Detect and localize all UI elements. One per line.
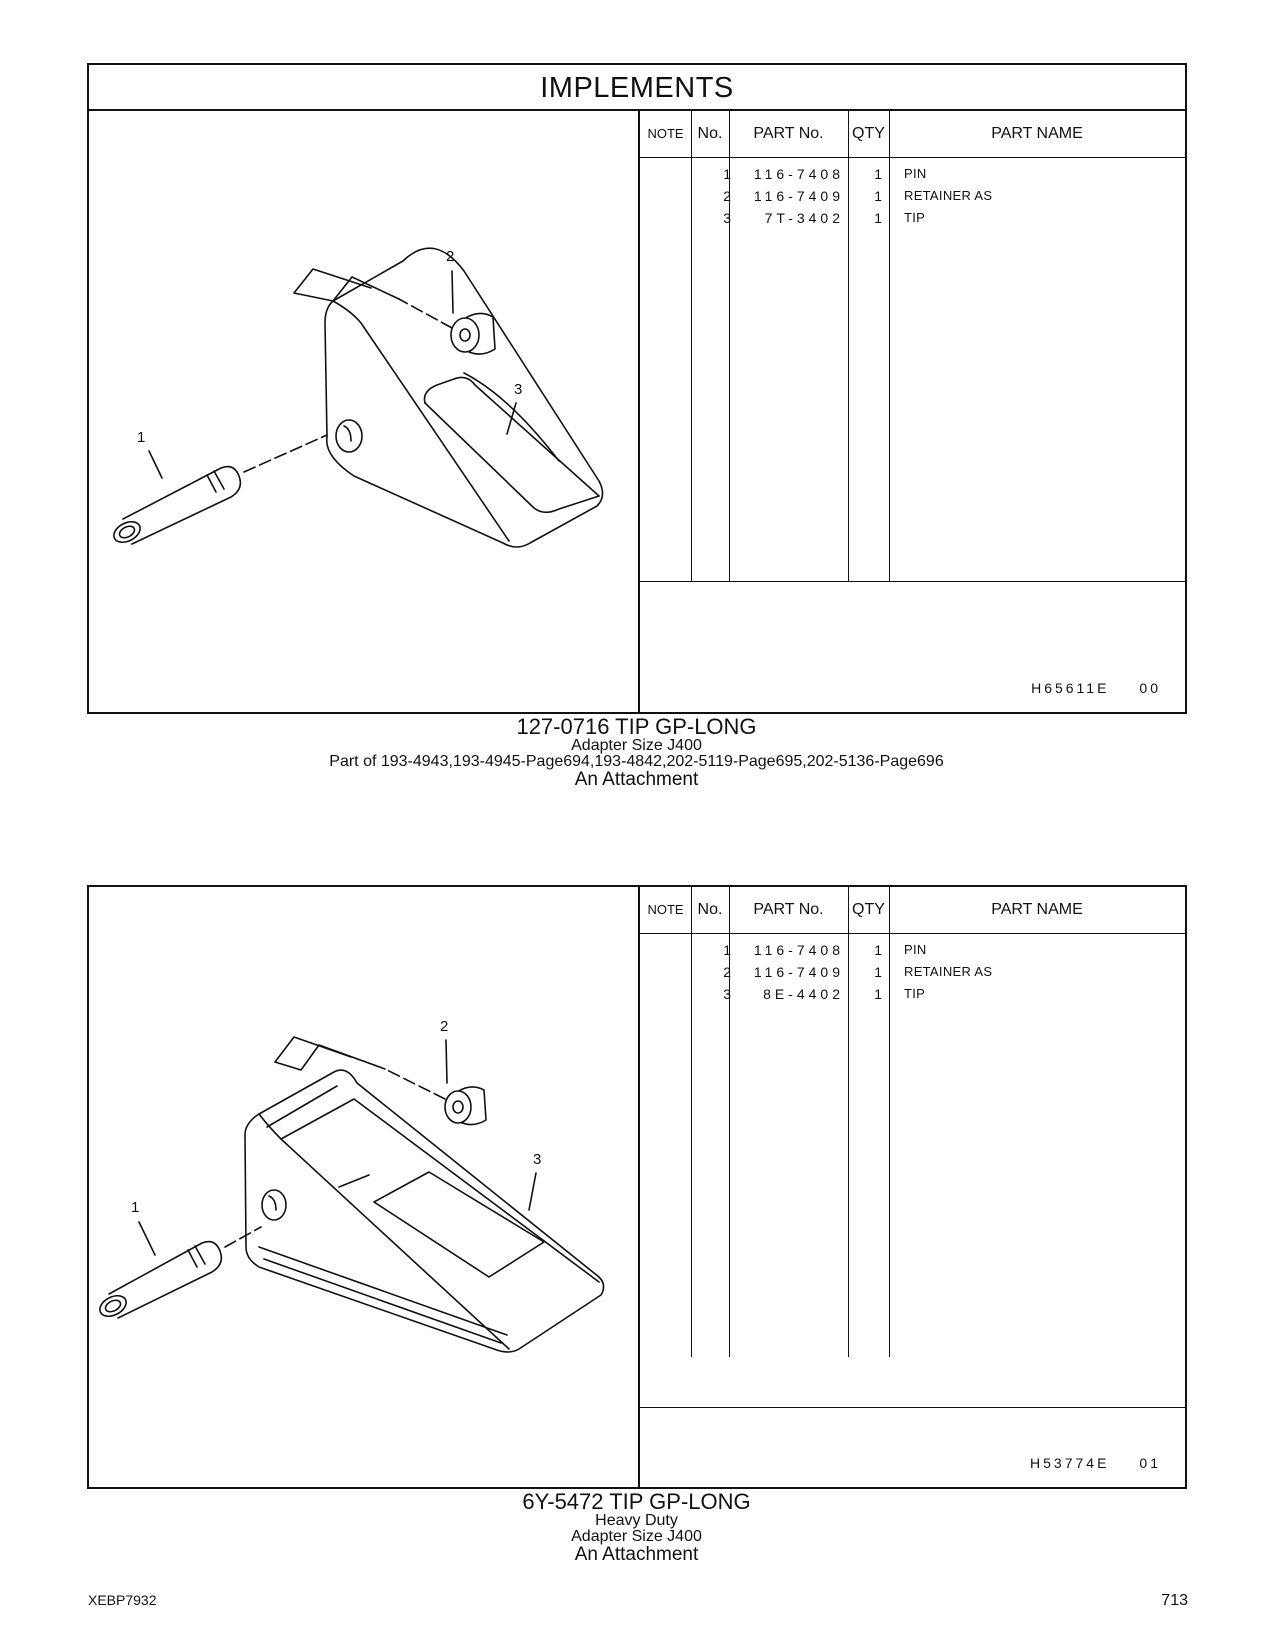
- col-header-part-no: PART No.: [753, 901, 824, 918]
- row-no: 3: [723, 210, 731, 226]
- reference-code: H65611E: [1031, 680, 1110, 696]
- table-row: [640, 939, 1185, 961]
- reference-code: H53774E: [1030, 1455, 1110, 1471]
- tip-part-3-drawing: [325, 248, 603, 547]
- caption-title: 127-0716 TIP GP-LONG: [516, 714, 757, 739]
- table-row: [640, 207, 1185, 229]
- illustration-reference: [1031, 680, 1161, 696]
- callout-label-3: 3: [533, 1151, 542, 1168]
- row-no: 1: [723, 166, 731, 182]
- caption-line: An Attachment: [574, 1544, 699, 1565]
- parts-table-2: [638, 887, 1185, 1487]
- caption-title: 6Y-5472 TIP GP-LONG: [522, 1489, 751, 1514]
- caption-line: Part of 193-4943,193-4945-Page694,193-4842,202-5119-Page695,202-5136-Page696: [329, 753, 944, 770]
- col-header-qty: QTY: [852, 901, 885, 918]
- callout-label-1: 1: [137, 429, 146, 446]
- col-header-note: NOTE: [647, 126, 684, 141]
- reference-revision: 01: [1139, 1455, 1161, 1471]
- row-part-no: 116-7409: [753, 188, 844, 204]
- col-header-no: No.: [697, 901, 723, 918]
- row-part-name: PIN: [904, 942, 927, 957]
- caption-2: [0, 1491, 1273, 1564]
- caption-1: [0, 716, 1273, 789]
- row-no: 3: [723, 986, 731, 1002]
- row-qty: 1: [874, 210, 882, 226]
- row-part-no: 8E-4402: [763, 986, 844, 1002]
- row-no: 1: [723, 942, 731, 958]
- col-header-note: NOTE: [647, 902, 684, 917]
- parts-table-1: [638, 111, 1185, 712]
- row-qty: 1: [874, 166, 882, 182]
- pin-part-1-drawing: [96, 1227, 261, 1320]
- row-part-name: TIP: [904, 210, 926, 225]
- table-row: [640, 163, 1185, 185]
- page-number: 713: [1161, 1592, 1188, 1609]
- row-part-no: 7T-3402: [764, 210, 844, 226]
- illustration-reference: [1030, 1455, 1161, 1471]
- parts-section-2: [87, 885, 1187, 1489]
- col-header-part-name: PART NAME: [991, 125, 1083, 142]
- exploded-view-illustration-2: [89, 887, 638, 1487]
- table-row: [640, 983, 1185, 1005]
- document-id: XEBP7932: [88, 1592, 157, 1608]
- row-no: 2: [723, 188, 731, 204]
- pin-part-1-drawing: [110, 435, 327, 546]
- row-no: 2: [723, 964, 731, 980]
- callout-label-1: 1: [131, 1199, 140, 1216]
- row-part-name: RETAINER AS: [904, 188, 993, 203]
- callout-label-2: 2: [440, 1018, 449, 1035]
- caption-line: Heavy Duty: [595, 1512, 678, 1529]
- table-row: [640, 961, 1185, 983]
- caption-line: Adapter Size J400: [571, 1528, 702, 1545]
- tip-part-3-drawing: [245, 1070, 604, 1352]
- row-qty: 1: [874, 964, 882, 980]
- col-header-qty: QTY: [852, 125, 885, 142]
- row-part-name: TIP: [904, 986, 926, 1001]
- row-part-no: 116-7408: [753, 166, 844, 182]
- row-part-no: 116-7409: [753, 964, 844, 980]
- parts-table-header: [640, 887, 1185, 934]
- caption-line: Adapter Size J400: [571, 737, 702, 754]
- col-header-no: No.: [697, 125, 723, 142]
- table-row: [640, 185, 1185, 207]
- row-qty: 1: [874, 986, 882, 1002]
- exploded-view-illustration-1: [89, 111, 638, 714]
- col-header-part-name: PART NAME: [991, 901, 1083, 918]
- reference-revision: 00: [1139, 680, 1161, 696]
- parts-section-1: [87, 63, 1187, 714]
- section-title: IMPLEMENTS: [89, 65, 1185, 111]
- row-qty: 1: [874, 188, 882, 204]
- col-header-part-no: PART No.: [753, 125, 824, 142]
- callout-label-2: 2: [446, 248, 455, 265]
- row-part-no: 116-7408: [753, 942, 844, 958]
- row-qty: 1: [874, 942, 882, 958]
- callout-label-3: 3: [514, 381, 523, 398]
- row-part-name: PIN: [904, 166, 927, 181]
- row-part-name: RETAINER AS: [904, 964, 993, 979]
- parts-table-header: [640, 111, 1185, 158]
- caption-line: An Attachment: [574, 769, 699, 790]
